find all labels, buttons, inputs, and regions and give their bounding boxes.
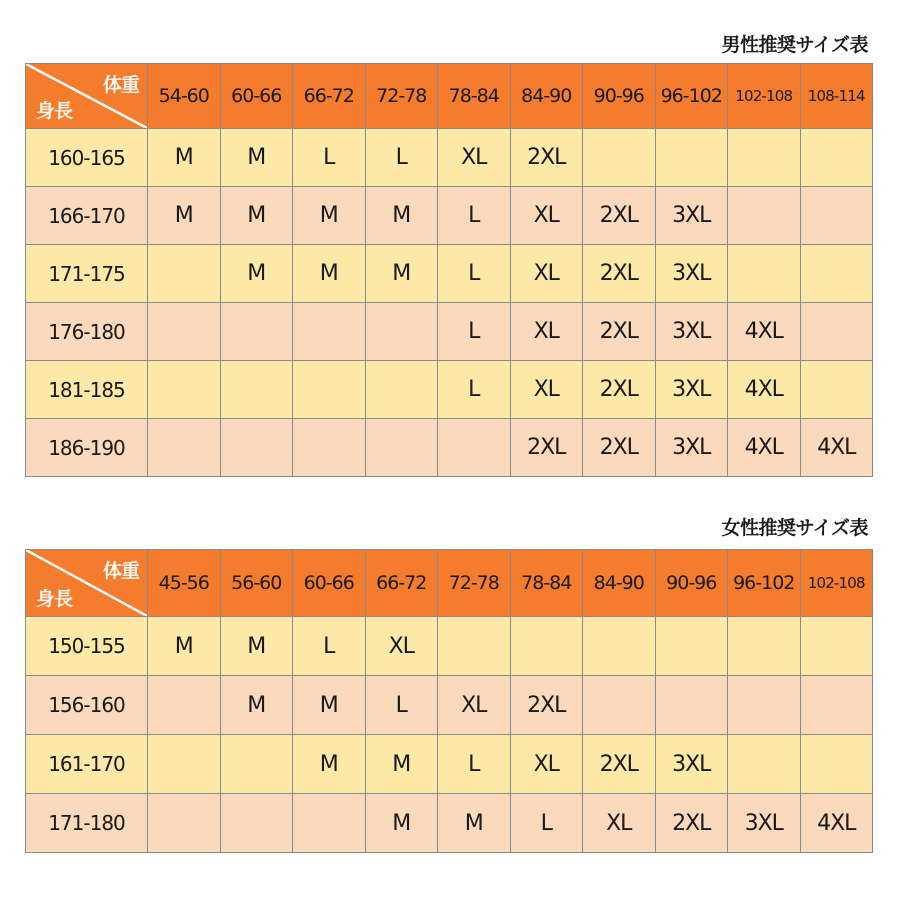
size-cell	[728, 617, 801, 676]
size-cell: L	[438, 245, 511, 303]
weight-column-header: 84-90	[510, 64, 583, 129]
size-cell	[583, 129, 656, 187]
size-cell	[728, 129, 801, 187]
size-cell	[438, 617, 511, 676]
size-cell: 4XL	[800, 794, 873, 853]
size-cell: XL	[510, 735, 583, 794]
size-cell: XL	[438, 129, 511, 187]
weight-column-header: 45-56	[148, 550, 221, 617]
table-row	[26, 419, 873, 477]
size-cell	[728, 676, 801, 735]
size-cell	[148, 361, 221, 419]
women-size-table	[25, 549, 873, 853]
women-corner-cell	[26, 550, 148, 617]
size-cell: M	[148, 187, 221, 245]
men-corner-cell	[26, 64, 148, 129]
size-cell: 3XL	[655, 245, 728, 303]
size-cell	[800, 735, 873, 794]
size-cell	[365, 361, 438, 419]
size-cell	[293, 794, 366, 853]
height-label: 身長	[36, 100, 73, 122]
size-cell: 2XL	[583, 303, 656, 361]
height-row-header: 171-180	[26, 794, 148, 853]
size-cell: 4XL	[728, 303, 801, 361]
table-row	[26, 676, 873, 735]
weight-column-header: 78-84	[510, 550, 583, 617]
size-cell: 3XL	[655, 361, 728, 419]
size-cell: 2XL	[583, 735, 656, 794]
size-cell: 3XL	[655, 735, 728, 794]
weight-column-header: 56-60	[220, 550, 293, 617]
weight-column-header: 84-90	[583, 550, 656, 617]
size-cell	[800, 129, 873, 187]
size-cell	[728, 187, 801, 245]
size-cell	[220, 735, 293, 794]
table-row	[26, 794, 873, 853]
table-row	[26, 129, 873, 187]
size-cell	[800, 303, 873, 361]
size-cell: XL	[510, 303, 583, 361]
weight-column-header: 96-102	[655, 64, 728, 129]
weight-column-header: 72-78	[438, 550, 511, 617]
size-cell	[365, 303, 438, 361]
size-cell: M	[220, 129, 293, 187]
size-cell: M	[293, 187, 366, 245]
size-cell	[583, 617, 656, 676]
size-cell	[293, 303, 366, 361]
size-cell	[800, 676, 873, 735]
size-cell: L	[510, 794, 583, 853]
size-cell: XL	[510, 361, 583, 419]
size-cell: L	[438, 361, 511, 419]
weight-column-header: 60-66	[293, 550, 366, 617]
height-row-header: 186-190	[26, 419, 148, 477]
size-cell: M	[220, 187, 293, 245]
size-cell: M	[148, 129, 221, 187]
size-cell: M	[365, 735, 438, 794]
size-cell: 2XL	[583, 361, 656, 419]
weight-column-header: 90-96	[583, 64, 656, 129]
size-cell: 3XL	[655, 303, 728, 361]
size-cell	[148, 676, 221, 735]
size-cell: M	[293, 676, 366, 735]
size-cell	[728, 245, 801, 303]
size-cell: XL	[365, 617, 438, 676]
size-cell	[655, 676, 728, 735]
size-cell	[148, 419, 221, 477]
weight-label: 体重	[102, 560, 139, 582]
size-cell: L	[293, 617, 366, 676]
size-cell	[728, 735, 801, 794]
size-cell: 2XL	[510, 676, 583, 735]
weight-column-header: 66-72	[293, 64, 366, 129]
weight-column-header: 60-66	[220, 64, 293, 129]
height-row-header: 176-180	[26, 303, 148, 361]
table-row	[26, 361, 873, 419]
height-row-header: 150-155	[26, 617, 148, 676]
size-cell	[365, 419, 438, 477]
size-cell: L	[438, 735, 511, 794]
men-size-chart-title: 男性推奨サイズ表	[721, 34, 868, 56]
size-cell	[655, 129, 728, 187]
size-cell: M	[365, 187, 438, 245]
size-cell: 3XL	[655, 419, 728, 477]
size-cell: 2XL	[583, 187, 656, 245]
men-size-table	[25, 63, 873, 477]
table-row	[26, 303, 873, 361]
size-cell: M	[148, 617, 221, 676]
weight-column-header: 66-72	[365, 550, 438, 617]
women-size-chart-title: 女性推奨サイズ表	[721, 517, 868, 539]
size-cell: L	[365, 129, 438, 187]
table-row	[26, 617, 873, 676]
table-row	[26, 187, 873, 245]
size-cell: L	[365, 676, 438, 735]
size-cell: 2XL	[510, 419, 583, 477]
height-row-header: 156-160	[26, 676, 148, 735]
men-header-row	[26, 64, 873, 129]
size-cell: M	[220, 245, 293, 303]
size-cell	[510, 617, 583, 676]
size-cell	[583, 676, 656, 735]
women-header-row	[26, 550, 873, 617]
height-row-header: 181-185	[26, 361, 148, 419]
table-row	[26, 245, 873, 303]
size-cell: M	[293, 245, 366, 303]
size-cell	[148, 794, 221, 853]
size-cell: 3XL	[655, 187, 728, 245]
size-cell	[655, 617, 728, 676]
weight-column-header: 72-78	[365, 64, 438, 129]
size-cell: M	[365, 794, 438, 853]
size-cell	[220, 303, 293, 361]
size-cell: M	[293, 735, 366, 794]
weight-column-header: 96-102	[728, 550, 801, 617]
height-row-header: 171-175	[26, 245, 148, 303]
size-cell: 4XL	[728, 361, 801, 419]
size-cell: 3XL	[728, 794, 801, 853]
size-cell: M	[365, 245, 438, 303]
size-cell	[293, 361, 366, 419]
weight-column-header: 102-108	[800, 550, 873, 617]
size-cell	[800, 617, 873, 676]
weight-column-header: 78-84	[438, 64, 511, 129]
weight-label: 体重	[102, 74, 139, 96]
weight-column-header: 54-60	[148, 64, 221, 129]
size-cell	[800, 361, 873, 419]
size-cell: XL	[583, 794, 656, 853]
size-cell: 2XL	[583, 419, 656, 477]
height-row-header: 161-170	[26, 735, 148, 794]
weight-column-header: 90-96	[655, 550, 728, 617]
size-cell	[220, 361, 293, 419]
size-cell: L	[438, 187, 511, 245]
size-cell	[438, 419, 511, 477]
table-row	[26, 735, 873, 794]
size-cell: 4XL	[728, 419, 801, 477]
size-cell	[148, 245, 221, 303]
size-cell: M	[220, 617, 293, 676]
size-cell: M	[220, 676, 293, 735]
size-cell: 2XL	[583, 245, 656, 303]
height-label: 身長	[36, 588, 73, 610]
size-cell: XL	[510, 245, 583, 303]
size-cell	[220, 419, 293, 477]
size-cell: 2XL	[655, 794, 728, 853]
size-cell	[293, 419, 366, 477]
size-cell: XL	[438, 676, 511, 735]
height-row-header: 160-165	[26, 129, 148, 187]
weight-column-header: 102-108	[728, 64, 801, 129]
size-cell: M	[438, 794, 511, 853]
size-cell	[800, 187, 873, 245]
size-cell	[148, 735, 221, 794]
size-cell	[148, 303, 221, 361]
size-cell: L	[293, 129, 366, 187]
size-cell: XL	[510, 187, 583, 245]
size-cell: 4XL	[800, 419, 873, 477]
size-cell: 2XL	[510, 129, 583, 187]
size-cell	[220, 794, 293, 853]
weight-column-header: 108-114	[800, 64, 873, 129]
height-row-header: 166-170	[26, 187, 148, 245]
size-cell	[800, 245, 873, 303]
size-cell: L	[438, 303, 511, 361]
